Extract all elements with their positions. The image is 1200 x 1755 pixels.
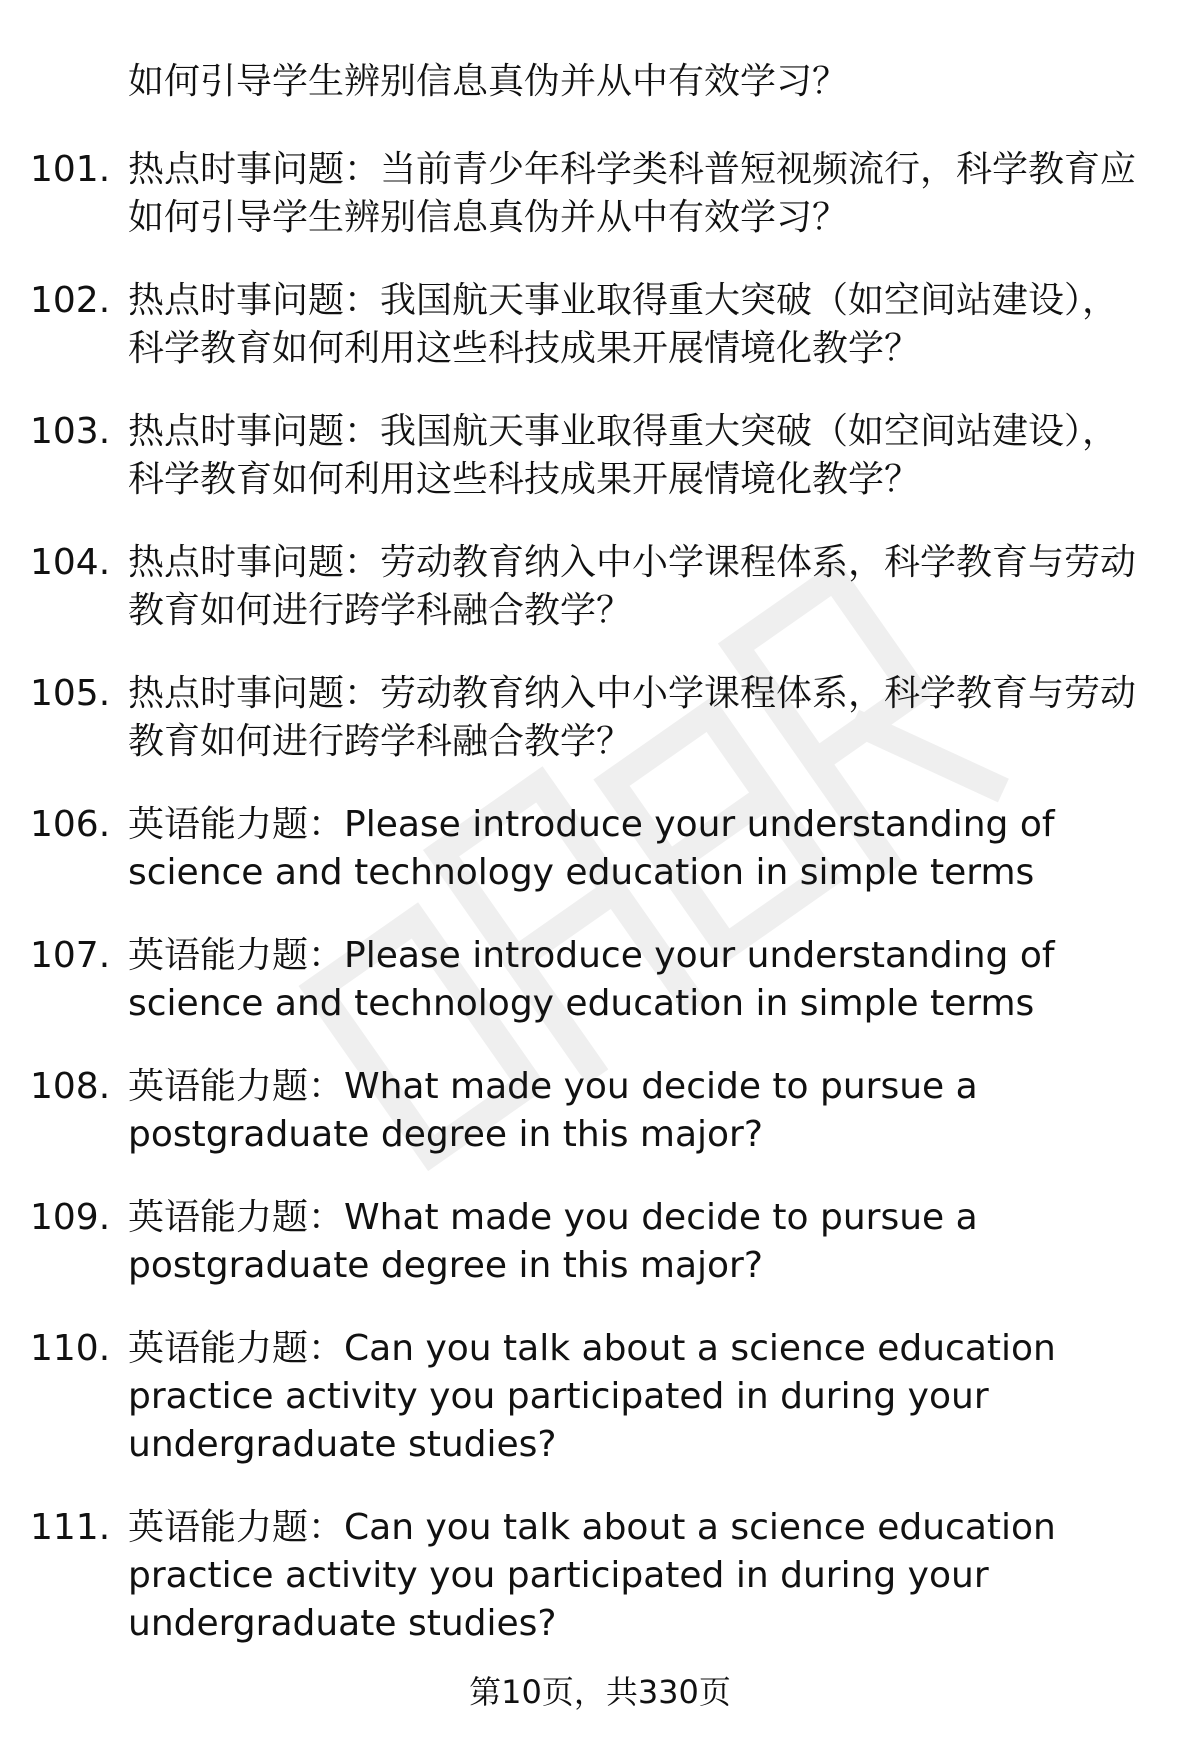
question-text — [128, 1063, 1138, 1159]
question-number: 109. — [30, 1197, 111, 1238]
question-text-line: 英语能力题：What made you decide to pursue a — [128, 1066, 978, 1107]
question-number: 108. — [30, 1066, 111, 1107]
question-text-line: postgraduate degree in this major? — [128, 1245, 763, 1286]
question-item — [0, 146, 1200, 242]
question-text-line: science and technology education in simple terms — [128, 852, 1035, 893]
question-text-line: 英语能力题：What made you decide to pursue a — [128, 1197, 978, 1238]
question-text-line: 热点时事问题：我国航天事业取得重大突破（如空间站建设）， — [128, 280, 1119, 321]
question-text-line: 科学教育如何利用这些科技成果开展情境化教学？ — [128, 459, 921, 500]
question-text-line: 英语能力题：Can you talk about a science education — [128, 1328, 1056, 1369]
question-text-line: 热点时事问题：当前青少年科学类科普短视频流行，科学教育应 — [128, 149, 1137, 190]
question-item — [0, 1325, 1200, 1469]
question-text — [128, 408, 1138, 504]
question-text-line: practice activity you participated in during your — [128, 1376, 989, 1417]
question-text — [128, 1325, 1138, 1469]
question-text — [128, 1504, 1138, 1648]
question-text-line: 热点时事问题：我国航天事业取得重大突破（如空间站建设）， — [128, 411, 1119, 452]
question-item — [0, 539, 1200, 635]
question-text-line: undergraduate studies? — [128, 1603, 557, 1644]
question-text-line: science and technology education in simple terms — [128, 983, 1035, 1024]
question-number: 110. — [30, 1328, 111, 1369]
question-list — [0, 146, 1200, 1683]
question-number: 102. — [30, 280, 111, 321]
question-item — [0, 1063, 1200, 1159]
question-number: 105. — [30, 673, 111, 714]
question-item — [0, 670, 1200, 766]
question-text-line: 教育如何进行跨学科融合教学？ — [128, 590, 633, 631]
question-text — [128, 277, 1138, 373]
question-text-line: 热点时事问题：劳动教育纳入中小学课程体系，科学教育与劳动 — [128, 542, 1137, 583]
question-number: 106. — [30, 804, 111, 845]
page-footer: 第10页，共330页 — [469, 1673, 731, 1711]
question-text-line: 科学教育如何利用这些科技成果开展情境化教学？ — [128, 328, 921, 369]
question-number: 107. — [30, 935, 111, 976]
question-item — [0, 408, 1200, 504]
question-number: 101. — [30, 149, 111, 190]
question-number: 111. — [30, 1507, 111, 1548]
question-number: 104. — [30, 542, 111, 583]
question-item — [0, 1194, 1200, 1290]
question-item — [0, 932, 1200, 1028]
question-text — [128, 146, 1138, 242]
question-text-line: 教育如何进行跨学科融合教学？ — [128, 721, 633, 762]
question-text-line: 英语能力题：Please introduce your understanding of — [128, 935, 1055, 976]
question-text — [128, 539, 1138, 635]
question-item — [0, 1504, 1200, 1648]
question-text-line: 英语能力题：Can you talk about a science education — [128, 1507, 1056, 1548]
question-text-line: 热点时事问题：劳动教育纳入中小学课程体系，科学教育与劳动 — [128, 673, 1137, 714]
question-item — [0, 801, 1200, 897]
question-text-line: postgraduate degree in this major? — [128, 1114, 763, 1155]
question-text — [128, 932, 1138, 1028]
question-text-line: practice activity you participated in during your — [128, 1555, 989, 1596]
question-item — [0, 277, 1200, 373]
question-text — [128, 801, 1138, 897]
question-text — [128, 1194, 1138, 1290]
question-number: 103. — [30, 411, 111, 452]
question-text — [128, 670, 1138, 766]
carry-over-line: 如何引导学生辨别信息真伪并从中有效学习？ — [128, 61, 849, 102]
question-text-line: undergraduate studies? — [128, 1424, 557, 1465]
question-text-line: 英语能力题：Please introduce your understanding of — [128, 804, 1055, 845]
question-text-line: 如何引导学生辨别信息真伪并从中有效学习？ — [128, 197, 849, 238]
